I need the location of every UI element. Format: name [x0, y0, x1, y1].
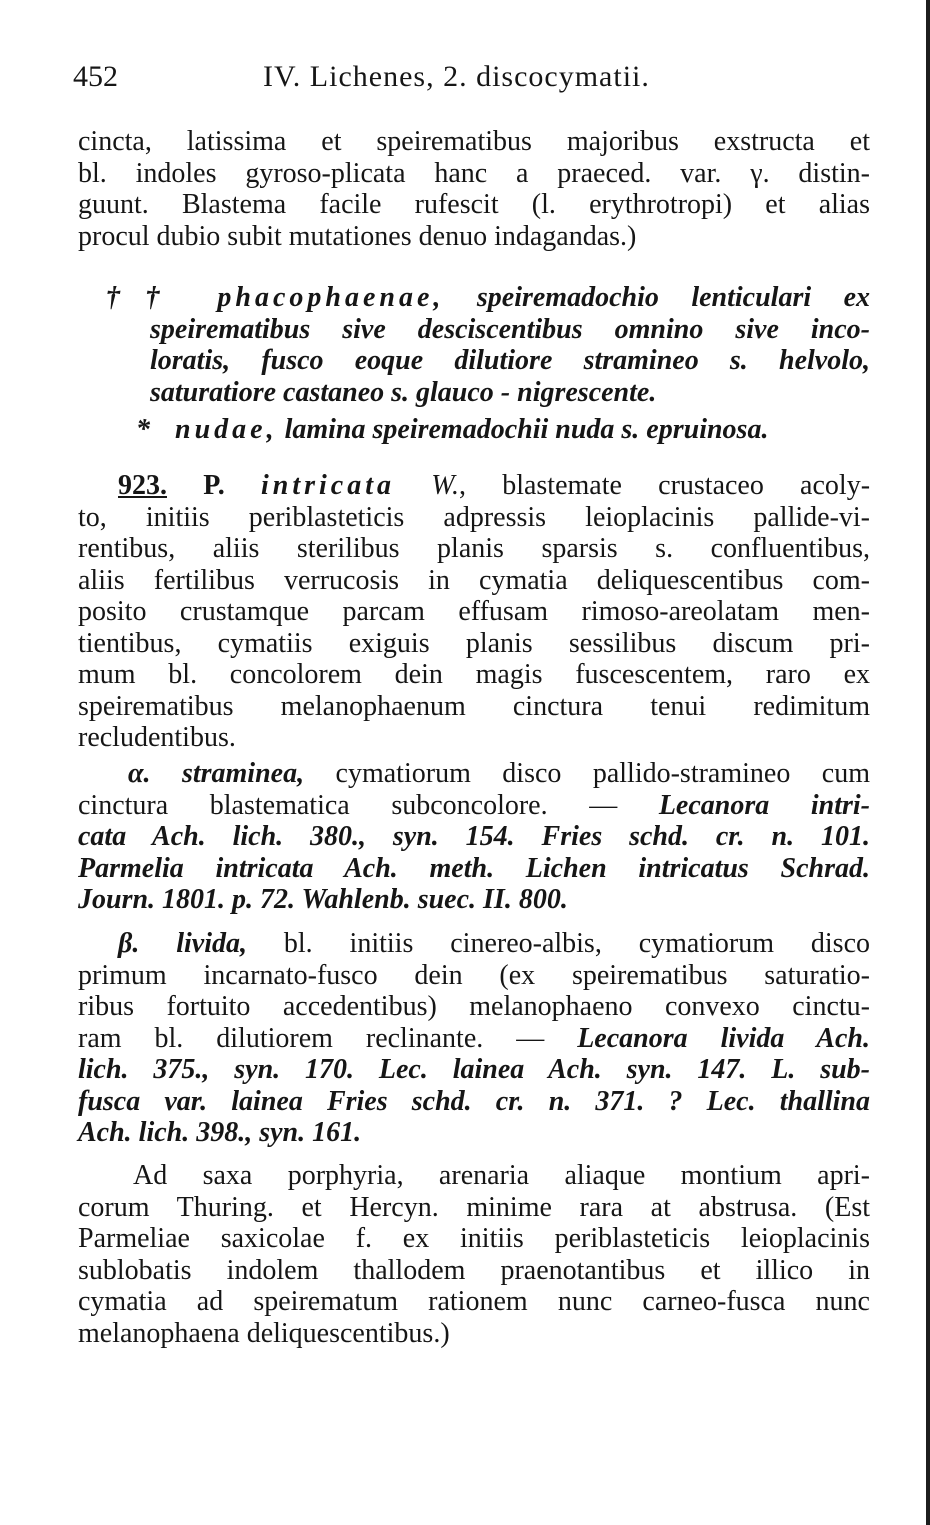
variety-beta [78, 928, 870, 1149]
section-phacophaenae [78, 282, 870, 408]
page-number: 452 [73, 60, 118, 93]
text-line: cata Ach. lich. 380., syn. 154. Fries schd. cr. n. 101. [78, 821, 870, 852]
group-name: nudae, [175, 414, 278, 445]
text-line: loratis, fusco eoque dilutiore stramineo s. helvolo, [150, 345, 870, 376]
variety-description: cinctura blastematica subconcolore. — [78, 789, 659, 821]
text-line: to, initiis periblasteticis adpressis leioplacinis pallide-vi- [78, 501, 870, 533]
text-line: Parmelia intricata Ach. meth. Lichen intricatus Schrad. [78, 852, 870, 884]
genus-abbrev: P. [203, 470, 225, 501]
variety-description: cymatiorum disco pallido-stramineo cum [335, 758, 870, 789]
text-line: saturatiore castaneo s. glauco - nigrescente. [150, 376, 657, 408]
text-line: mum bl. concolorem dein magis fuscescentem, raro ex [78, 659, 870, 690]
text-line [78, 758, 870, 790]
variety-letter: α. [128, 758, 151, 789]
variety-letter: β. [118, 928, 140, 959]
variety-name: livida, [176, 928, 247, 959]
intro-paragraph [78, 126, 870, 252]
group-description: speiremadochio lenticulari ex [476, 282, 871, 313]
text-line: lich. 375., syn. 170. Lec. lainea Ach. syn. 147. L. sub- [78, 1054, 870, 1085]
variety-description: ram bl. dilutiorem reclinante. — [78, 1022, 578, 1054]
text-line: tientibus, cymatiis exiguis planis sessilibus discum pri- [78, 627, 870, 659]
text-line: procul dubio subit mutationes denuo indagandas.) [78, 220, 637, 252]
variety-name: straminea, [181, 758, 305, 789]
text-line: Parmeliae saxicolae f. ex initiis periblasteticis leioplacinis [78, 1223, 870, 1254]
species-entry [78, 470, 870, 754]
text-line [78, 414, 870, 446]
text-line [78, 1023, 870, 1055]
group-description: lamina speiremadochii nuda s. epruinosa. [284, 414, 769, 445]
text-line [78, 790, 870, 822]
asterisk-mark: * [136, 414, 150, 445]
variety-description: bl. initiis cinereo-albis, cymatiorum disco [283, 928, 870, 959]
synonym-text: Lecanora intri- [658, 789, 870, 821]
running-title: IV. Lichenes, 2. discocymatii. [263, 60, 650, 93]
text-line: posito crustamque parcam effusam rimoso-areolatam men- [78, 596, 870, 627]
text-line: Journ. 1801. p. 72. Wahlenb. suec. II. 800. [78, 884, 568, 915]
text-line: ribus fortuito accedentibus) melanophaeno convexo cinctu- [78, 991, 870, 1022]
section-nudae [78, 414, 870, 446]
text-line: cymatia ad speirematum rationem nunc carneo-fusca nunc [78, 1286, 870, 1317]
species-description: blastemate crustaceo acoly- [502, 470, 871, 501]
text-line: 923. P. intricata W., blastemate crustaceo acoly- [118, 470, 871, 501]
running-header [73, 60, 873, 100]
species-number: 923. [118, 470, 167, 501]
text-line: fusca var. lainea Fries schd. cr. n. 371. ? Lec. thallina [78, 1085, 870, 1117]
group-name: phacophaenae, [217, 282, 445, 313]
text-line: rentibus, aliis sterilibus planis sparsis s. confluentibus, [78, 533, 870, 564]
text-line: Ad saxa porphyria, arenaria aliaque montium apri- [133, 1160, 870, 1191]
page-edge-shadow [926, 0, 930, 1525]
text-line: primum incarnato-fusco dein (ex speirematibus saturatio- [78, 959, 870, 991]
habitat-paragraph [78, 1160, 870, 1349]
variety-alpha [78, 758, 870, 916]
dagger-mark: †† [106, 282, 185, 313]
text-line: guunt. Blastema facile rufescit (l. erythrotropi) et alias [78, 189, 870, 220]
text-line: bl. indoles gyroso-plicata hanc a praeced. var. γ. distin- [78, 157, 870, 189]
text-line: cincta, latissima et speirematibus majoribus exstructa et [78, 126, 870, 157]
species-author: W. [431, 470, 459, 501]
text-line: speirematibus melanophaenum cinctura tenui redimitum [78, 690, 870, 722]
text-line: aliis fertilibus verrucosis in cymatia deliquescentibus com- [78, 564, 870, 596]
text-line: recludentibus. [78, 722, 236, 753]
text-line: melanophaena deliquescentibus.) [78, 1317, 450, 1349]
text-line [78, 282, 870, 314]
text-line [78, 928, 870, 960]
species-name: intricata [260, 470, 395, 501]
text-line: corum Thuring. et Hercyn. minime rara at abstrusa. (Est [78, 1191, 870, 1223]
synonym-text: Lecanora livida Ach. [577, 1022, 870, 1054]
text-line: Ach. lich. 398., syn. 161. [78, 1117, 362, 1148]
text-line: sublobatis indolem thallodem praenotantibus et illico in [78, 1254, 870, 1286]
text-line: speirematibus sive desciscentibus omnino sive inco- [150, 313, 870, 345]
